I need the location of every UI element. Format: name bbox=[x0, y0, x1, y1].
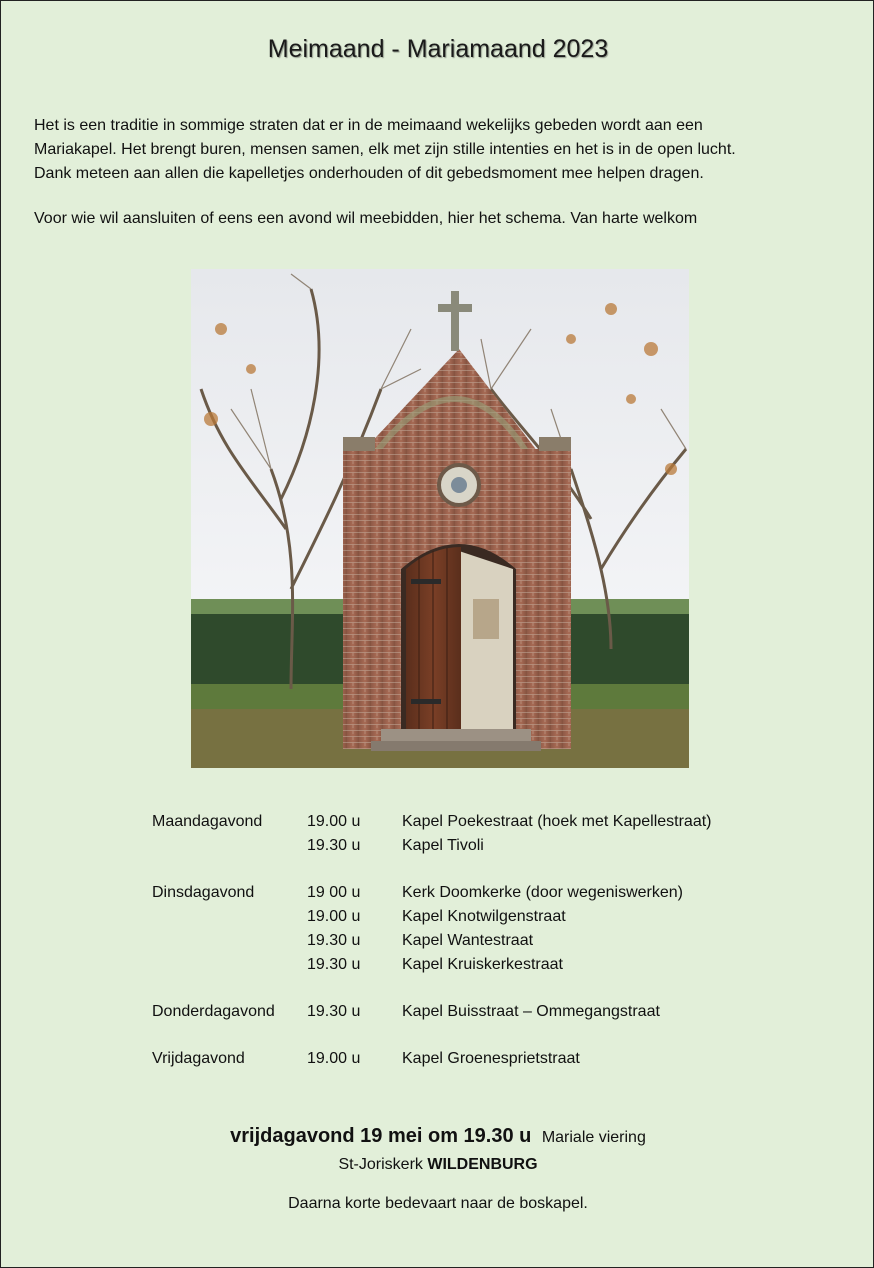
schedule-day: Vrijdagavond bbox=[152, 1050, 245, 1067]
schedule-place: Kapel Groenesprietstraat bbox=[402, 1050, 580, 1067]
event-highlight bbox=[1, 1125, 874, 1148]
schedule-time: 19.30 u bbox=[307, 932, 361, 949]
intro-line: Voor wie wil aansluiten of eens een avond wil meebidden, hier het schema. Van harte welkom bbox=[34, 210, 698, 227]
schedule-row bbox=[152, 884, 792, 906]
schedule-row bbox=[152, 1003, 792, 1025]
event-note: Daarna korte bedevaart naar de boskapel. bbox=[288, 1195, 588, 1212]
intro-line: Het is een traditie in sommige straten dat er in de meimaand wekelijks gebeden wordt aan een bbox=[34, 117, 703, 134]
schedule-time: 19.00 u bbox=[307, 908, 361, 925]
chapel-illustration bbox=[191, 269, 689, 768]
schedule-row bbox=[152, 932, 792, 954]
chapel-photo bbox=[191, 269, 689, 768]
schedule-place: Kerk Doomkerke (door wegeniswerken) bbox=[402, 884, 683, 901]
schedule-row bbox=[152, 813, 792, 835]
schedule-place: Kapel Wantestraat bbox=[402, 932, 534, 949]
schedule-place: Kapel Knotwilgenstraat bbox=[402, 908, 566, 925]
event-location bbox=[1, 1156, 874, 1174]
intro-paragraph-2 bbox=[34, 207, 844, 231]
schedule-day: Maandagavond bbox=[152, 813, 263, 830]
page-title: Meimaand - Mariamaand 2023 bbox=[267, 35, 609, 63]
schedule-day: Donderdagavond bbox=[152, 1003, 275, 1020]
schedule-time: 19.00 u bbox=[307, 813, 361, 830]
schedule-time: 19.30 u bbox=[307, 956, 361, 973]
schedule-row bbox=[152, 837, 792, 859]
event-name: Mariale viering bbox=[541, 1129, 646, 1146]
intro-line: Dank meteen aan allen die kapelletjes onderhouden of dit gebedsmoment mee helpen dragen. bbox=[34, 165, 704, 182]
schedule-row bbox=[152, 956, 792, 978]
schedule-time: 19.30 u bbox=[307, 1003, 361, 1020]
schedule-time: 19.00 u bbox=[307, 1050, 361, 1067]
schedule-row bbox=[152, 1050, 792, 1072]
schedule-place: Kapel Tivoli bbox=[402, 837, 484, 854]
schedule-place: Kapel Poekestraat (hoek met Kapellestraat) bbox=[402, 813, 712, 830]
schedule-day: Dinsdagavond bbox=[152, 884, 255, 901]
event-date: vrijdagavond 19 mei om 19.30 u bbox=[230, 1125, 532, 1147]
church-label: St-Joriskerk bbox=[338, 1156, 423, 1173]
schedule-row bbox=[152, 908, 792, 930]
church-name: WILDENBURG bbox=[427, 1156, 538, 1173]
schedule-time: 19.30 u bbox=[307, 837, 361, 854]
schedule-place: Kapel Buisstraat – Ommegangstraat bbox=[402, 1003, 660, 1020]
intro-line: Mariakapel. Het brengt buren, mensen samen, elk met zijn stille intenties en het is in de open lucht. bbox=[34, 141, 736, 158]
intro-paragraph-1 bbox=[34, 114, 844, 186]
schedule-place: Kapel Kruiskerkestraat bbox=[402, 956, 563, 973]
schedule-time: 19 00 u bbox=[307, 884, 361, 901]
